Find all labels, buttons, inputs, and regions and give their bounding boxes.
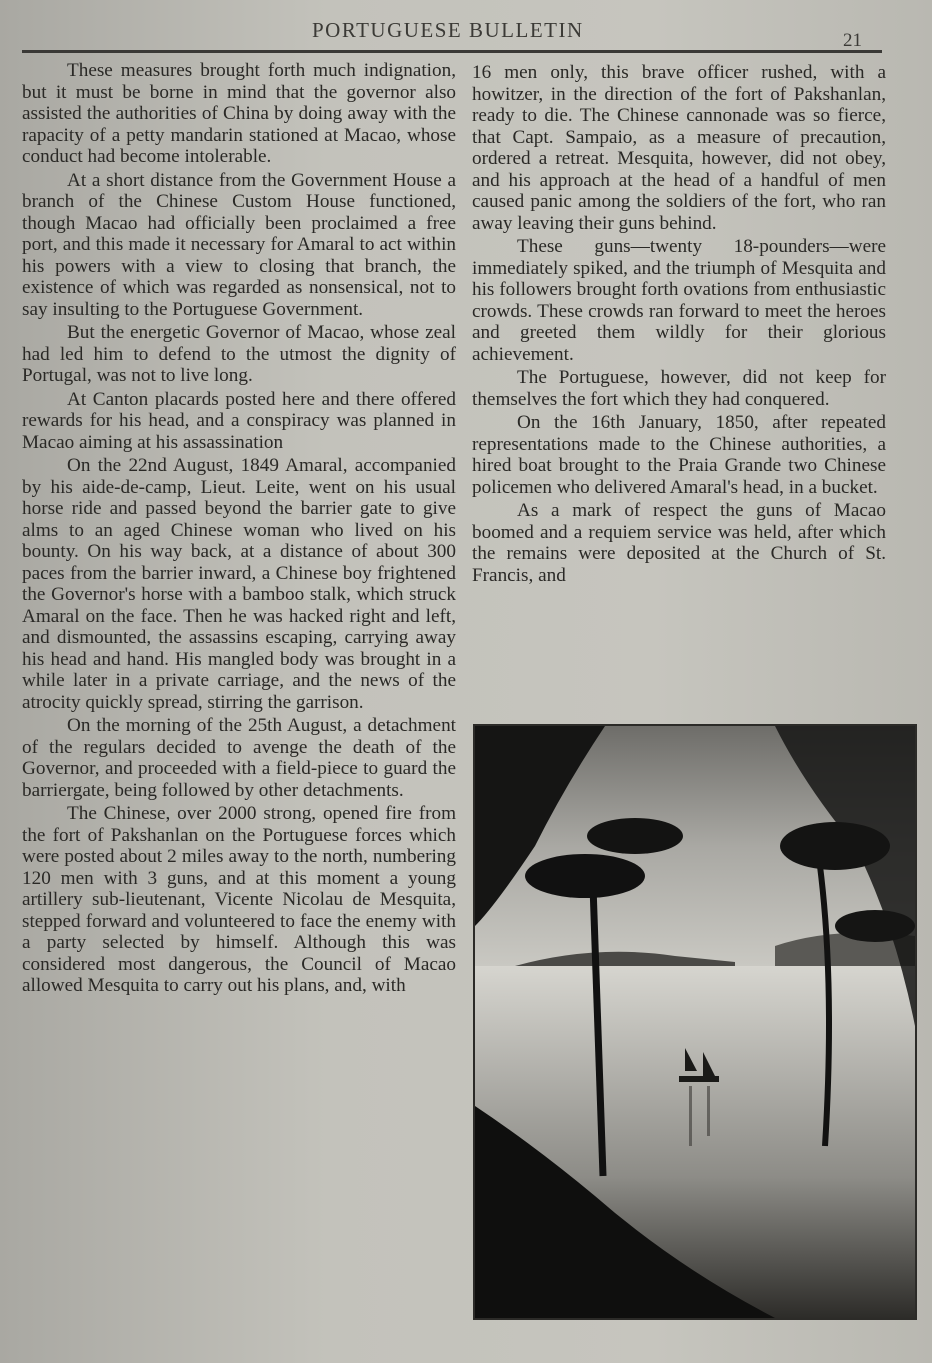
paragraph: On the 22nd August, 1849 Amaral, accompanied by his aide-de-camp, Lieut. Leite, went on his usual horse ride and passed beyond the barrier gate to give alms to an aged Chinese woman who lived on his bounty. On his way back, at a distance of about 300 paces from the barrier inward, a Chinese boy frightened the Governor's horse with a bamboo stalk, which struck Amaral on the face. Then he was hacked right and left, and dismounted, the assassins escaping, carrying away his head and hand. His mangled body was brought in a while later in a private carriage, and the news of the atrocity quickly spread, stirring the garrison. (22, 455, 456, 713)
landscape-photo-icon (473, 724, 917, 1320)
page-header (22, 16, 882, 53)
paragraph: The Portuguese, however, did not keep for themselves the fort which they had conquered. (472, 367, 886, 410)
paragraph: But the energetic Governor of Macao, whose zeal had led him to defend to the utmost the dignity of Portugal, was not to live long. (22, 322, 456, 386)
paragraph: 16 men only, this brave officer rushed, with a howitzer, in the direction of the fort of Pakshanlan, ready to die. The Chinese cannonade was so fierce, that Capt. Sampaio, as a measure of precaution, ordered a retreat. Mesquita, however, did not obey, and his approach at the head of a handful of men caused panic among the soldiers of the fort, who ran away leaving their guns behind. (472, 62, 886, 234)
left-column (22, 60, 456, 999)
paragraph: These guns—twenty 18-pounders—were immediately spiked, and the triumph of Mesquita and his followers brought forth ovations from enthusiastic crowds. These crowds ran forward to meet the heroes and greeted them wildly for their glorious achievement. (472, 236, 886, 365)
paragraph: These measures brought forth much indignation, but it must be borne in mind that the governor also assisted the authorities of China by doing away with the rapacity of a petty mandarin stationed at Macao, whose conduct had become intolerable. (22, 60, 456, 167)
paragraph: At a short distance from the Government House a branch of the Chinese Custom House functioned, though Macao had officially been proclaimed a free port, and this made it necessary for Amaral to act within his powers with a view to closing that branch, the existence of which was regarded as nonsensical, not to say insulting to the Portuguese Government. (22, 169, 456, 320)
paragraph: As a mark of respect the guns of Macao boomed and a requiem service was held, after which the remains were deposited at the Church of St. Francis, and (472, 500, 886, 586)
photo-illustration (475, 726, 915, 1318)
publication-title: PORTUGUESE BULLETIN (312, 18, 584, 42)
paragraph: The Chinese, over 2000 strong, opened fire from the fort of Pakshanlan on the Portuguese forces which were posted about 2 miles away to the north, numbering 120 men with 3 guns, and at this moment a young artillery sub-lieutenant, Vicente Nicolau de Mesquita, stepped forward and volunteered to face the enemy with a party selected by himself. Although this was considered most dangerous, the Council of Macao allowed Mesquita to carry out his plans, and, with (22, 803, 456, 996)
paragraph: At Canton placards posted here and there offered rewards for his head, and a conspiracy was planned in Macao aiming at his assassination (22, 388, 456, 453)
right-column (472, 62, 886, 588)
paragraph: On the morning of the 25th August, a detachment of the regulars decided to avenge the death of the Governor, and proceeded with a field-piece to guard the barriergate, being followed by other detachments. (22, 715, 456, 801)
paragraph: On the 16th January, 1850, after repeated representations made to the Chinese authorities, a hired boat brought to the Praia Grande two Chinese policemen who delivered Amaral's head, in a bucket. (472, 412, 886, 498)
page-number: 21 (843, 30, 862, 51)
